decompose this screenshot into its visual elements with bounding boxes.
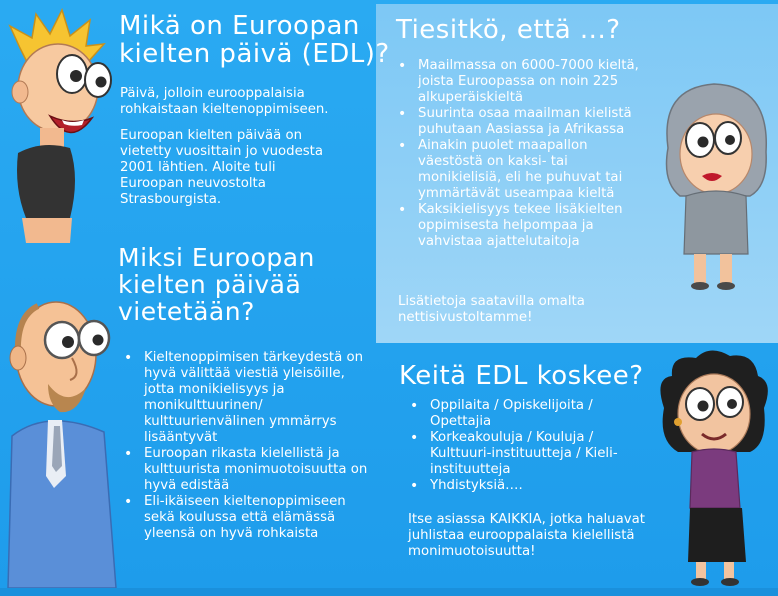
section2-heading-line1: Miksi Euroopan (118, 243, 315, 272)
list-item: • Kaksikielisyys tekee lisäkielten oppimisesta helpompaa ja vahvistaa ajattelutaitoja (396, 202, 654, 250)
list-item: • Oppilaita / Opiskelijoita / Opettajia (408, 398, 658, 430)
section2-heading (118, 244, 315, 325)
section1-heading (119, 12, 390, 68)
list-item: • Eli-ikäiseen kieltenoppimiseen sekä koulussa että elämässä yleensä on hyvä rohkaista (122, 494, 370, 542)
section4-footer: Itse asiassa KAIKKIA, jotka haluavat juhlistaa eurooppalaista kielellistä monimuotoisuutta! (408, 512, 645, 559)
cartoon-woman-black-hair-icon (650, 348, 778, 588)
section1-text (120, 86, 338, 218)
section3-list (396, 58, 654, 250)
section2-list (122, 350, 370, 542)
section4-list (408, 398, 658, 494)
list-item: • Kieltenoppimisen tärkeydestä on hyvä välittää viestiä yleisöille, jotta monikielisyys ja monikulttuurinen/ kulttuurienvälinen ymmärrys lisääntyvät (122, 350, 370, 446)
section2-heading-line3: vietetään? (118, 297, 255, 326)
list-item: • Suurinta osaa maailman kielistä puhutaan Aasiassa ja Afrikassa (396, 106, 654, 138)
cartoon-boy-blond-icon (0, 8, 118, 243)
list-item: • Yhdistyksiä…. (408, 478, 658, 494)
section3-footer: Lisätietoja saatavilla omalta nettisivustoltamme! (398, 294, 585, 325)
section3-heading: Tiesitkö, että ...? (396, 15, 621, 45)
section1-heading-line2: kielten päivä (EDL)? (119, 39, 390, 70)
cartoon-man-bald-icon (8, 296, 120, 588)
list-item: • Maailmassa on 6000-7000 kieltä, joista Euroopassa on noin 225 alkuperäiskieltä (396, 58, 654, 106)
list-item: • Euroopan rikasta kielellistä ja kulttuurista monimuotoisuutta on hyvä edistää (122, 446, 370, 494)
section4-heading: Keitä EDL koskee? (399, 361, 644, 391)
section1-paragraph-1: Päivä, jolloin eurooppalaisia rohkaistaan kieltenoppimiseen. (120, 86, 329, 117)
section1-heading-line1: Mikä on Euroopan (119, 11, 360, 41)
cartoon-woman-gray-hair-icon (650, 78, 778, 292)
section2-heading-line2: kielten päivää (118, 270, 302, 299)
list-item: • Korkeakouluja / Kouluja / Kulttuuri-instituutteja / Kieli-instituutteja (408, 430, 658, 478)
list-item: • Ainakin puolet maapallon väestöstä on kaksi- tai monikielisiä, eli he puhuvat tai ymmärtävät useampaa kieltä (396, 138, 654, 202)
section1-paragraph-2: Euroopan kielten päivää on vietetty vuosittain jo vuodesta 2001 lähtien. Aloite tuli Euroopan neuvostolta Strasbourgista. (120, 128, 324, 207)
bottom-edge (0, 588, 778, 596)
